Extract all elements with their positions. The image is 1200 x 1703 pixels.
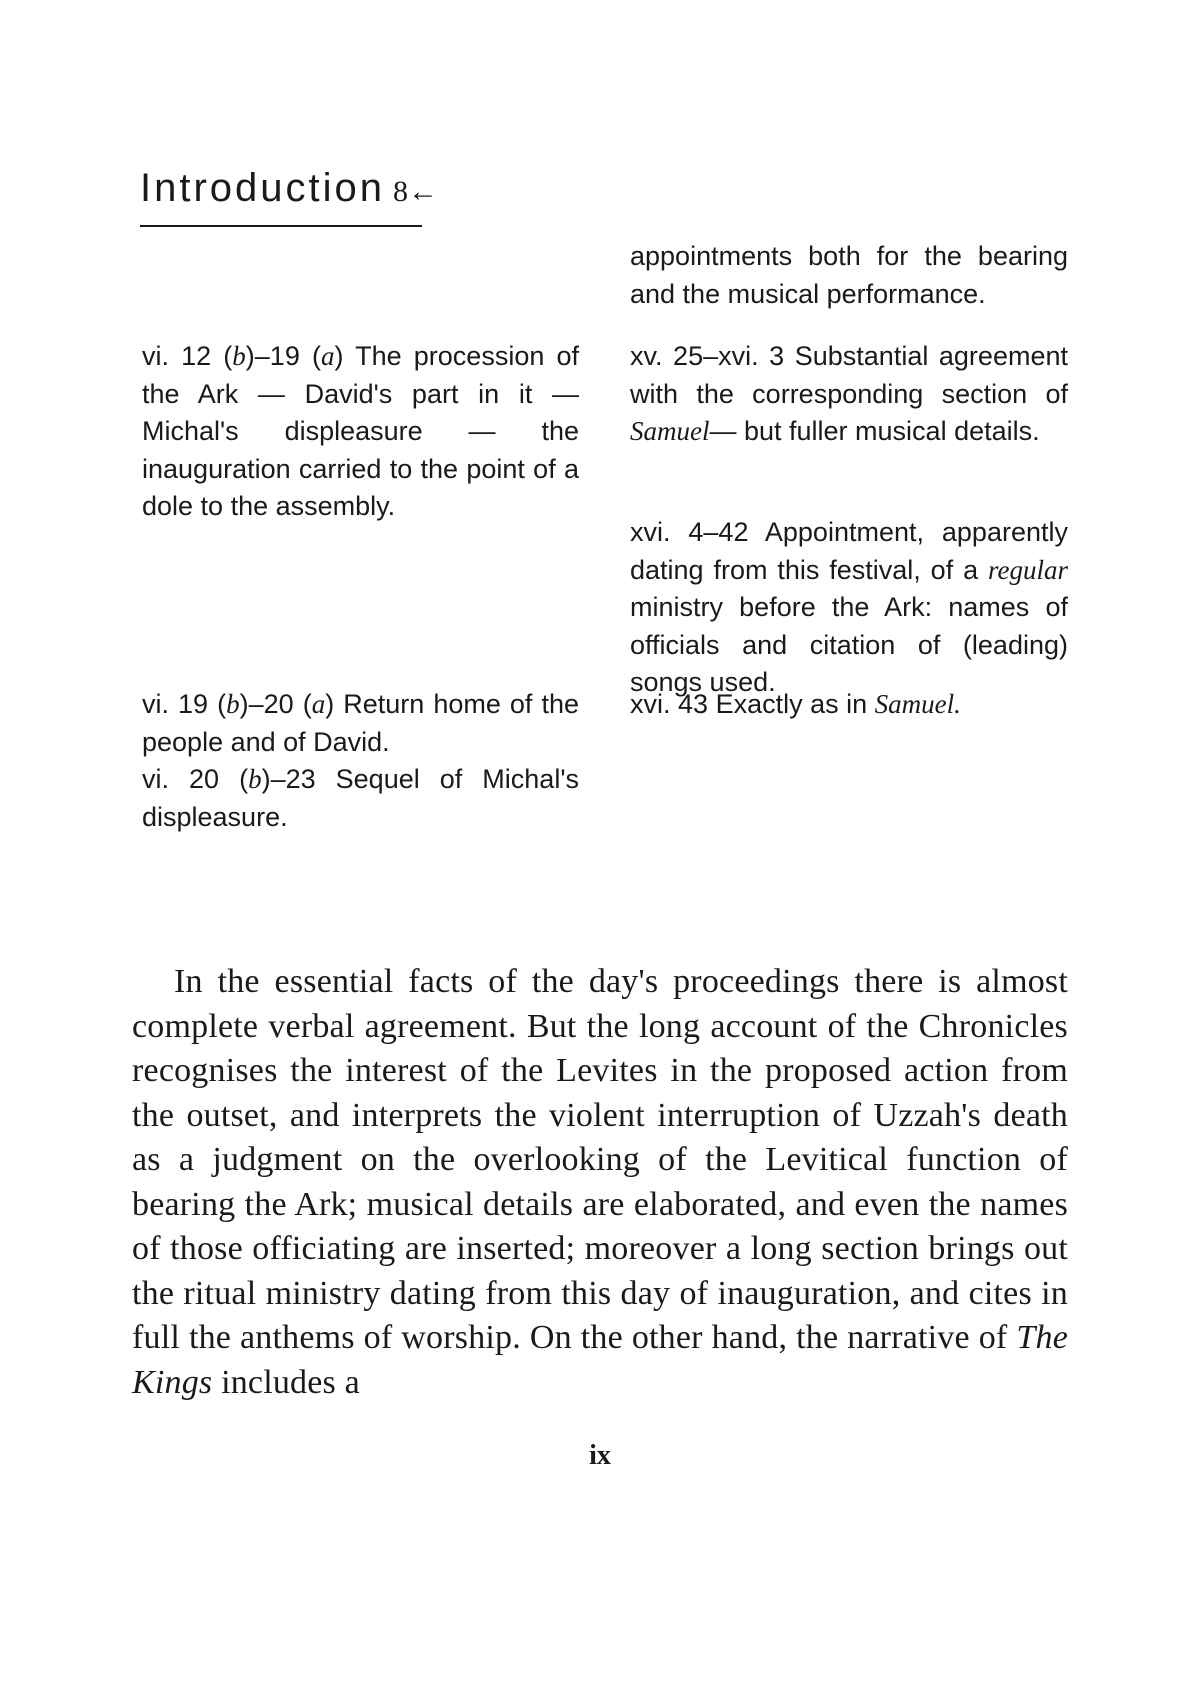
entry-reference: xvi. 4–42 [630,517,749,547]
italic-title: Samuel [630,416,710,446]
italic-title: The Kings [132,1319,1068,1401]
left-entry-sequel [142,761,579,836]
entry-reference: xvi. 43 [630,689,709,719]
header-rule [140,225,422,227]
right-entry-appointment: xvi. 4–42 Appointment, apparently dating from this festival, of a regular ministry before the Ark: names of officials and citation of (leading) songs used. [630,517,1068,697]
right-entry-continuation [630,238,1068,313]
entry-reference: vi. 19 (b)–20 (a) [142,689,335,719]
entry-text: Return home of the people and of David. [142,689,579,757]
running-header [140,168,438,209]
body-paragraph: In the essential facts of the day's proceedings there is almost complete verbal agreement. But the long account of the Chronicles recognises the interest of the Levites in the proposed action from the outset, and interprets the violent interruption of Uzzah's death as a judgment on the overlooking of the Levitical function of bearing the Ark; musical details are elaborated, and even the names of those officiating are inserted; moreover a long section brings out the ritual ministry dating from this day of inauguration, and cites in full the anthems of worship. On the other hand, the narrative of The Kings includes a [132,963,1068,1401]
page-number: ix [589,1440,611,1471]
left-entry-return-home [142,686,579,761]
italic-title: Samuel. [874,689,961,719]
left-entry-procession [142,338,579,526]
entry-text: appointments both for the bearing and the musical performance. [630,241,1068,309]
header-title: Introduction [140,166,386,210]
right-entry-substantial-agreement: xv. 25–xvi. 3 Substantial agreement with the corresponding section of Samuel— but fuller musical details. [630,341,1068,446]
entry-reference: vi. 12 (b)–19 (a) [142,341,344,371]
entry-reference: vi. 20 (b)–23 [142,764,316,794]
printer-ornament-icon: 8← [393,175,439,208]
entry-reference: xv. 25–xvi. 3 [630,341,785,371]
entry-text: Sequel of Michal's displeasure. [142,764,579,832]
right-entry-exactly-as: xvi. 43 Exactly as in Samuel. [630,689,961,719]
italic-emphasis: regular [988,554,1068,585]
entry-text: The procession of the Ark — David's part in it — Michal's displeasure — the inauguration carried to the point of a dole to the assembly. [142,341,580,521]
